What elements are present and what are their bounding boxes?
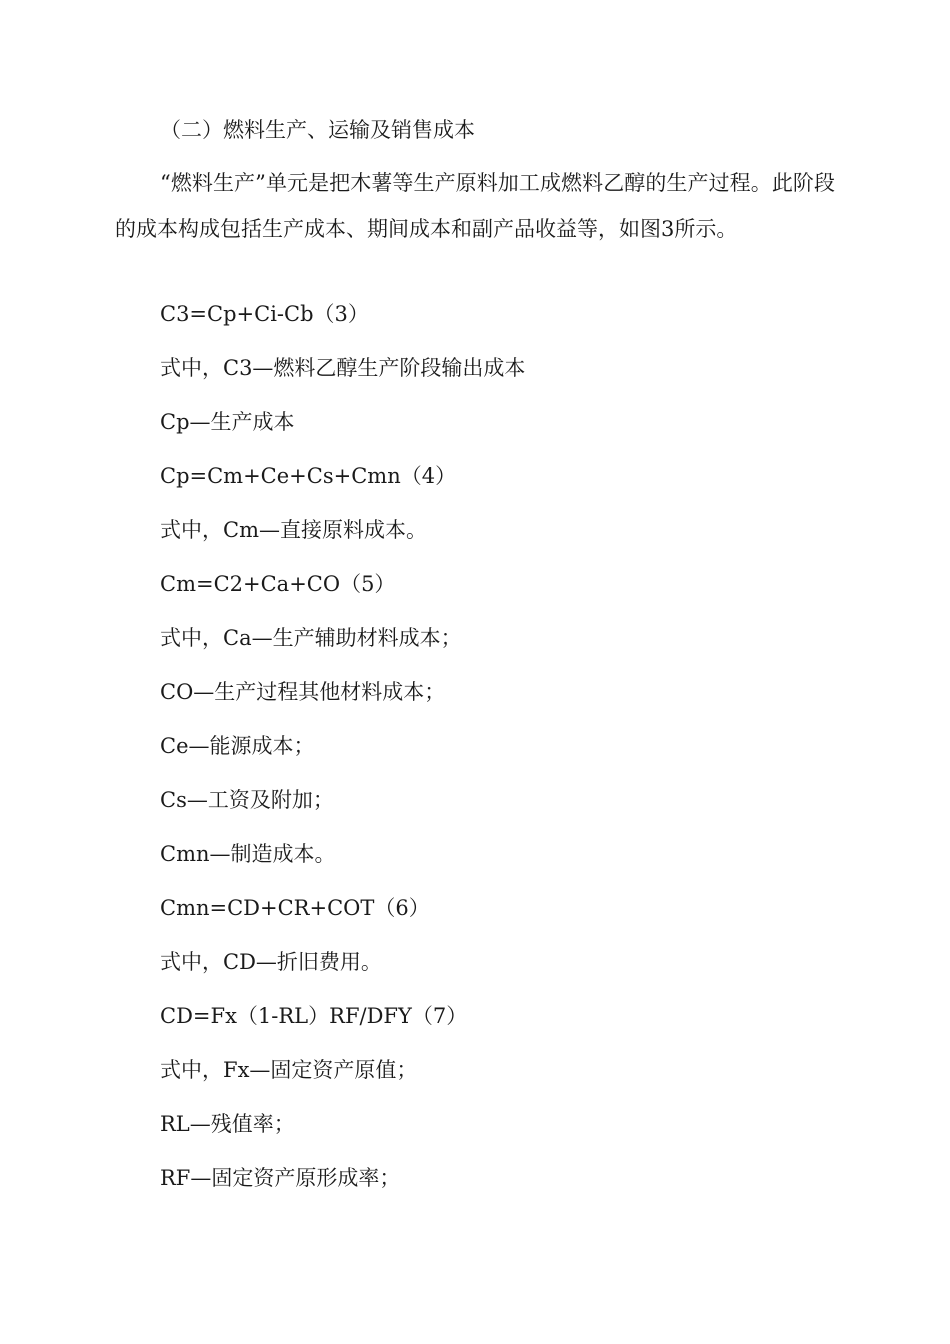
formula-7: CD=Fx（1-RL）RF/DFY（7） (160, 1004, 468, 1028)
definition-cmn: Cmn—制造成本。 (160, 842, 336, 866)
section-heading: （二）燃料生产、运输及销售成本 (160, 118, 475, 142)
definition-rl: RL—残值率； (160, 1112, 295, 1136)
definition-ca: 式中，Ca—生产辅助材料成本； (160, 626, 462, 650)
definition-fx: 式中，Fx—固定资产原值； (160, 1058, 418, 1082)
formula-3: C3=Cp+Ci-Cb（3） (160, 302, 369, 326)
definition-ce: Ce—能源成本； (160, 734, 315, 758)
definition-cd: 式中，CD—折旧费用。 (160, 950, 382, 974)
formula-4: Cp=Cm+Ce+Cs+Cmn（4） (160, 464, 457, 488)
definition-co: CO—生产过程其他材料成本； (160, 680, 446, 704)
definition-cs: Cs—工资及附加； (160, 788, 334, 812)
definition-cm: 式中，Cm—直接原料成本。 (160, 518, 427, 542)
formula-5: Cm=C2+Ca+CO（5） (160, 572, 396, 596)
definition-c3: 式中，C3—燃料乙醇生产阶段输出成本 (160, 356, 526, 380)
formula-6: Cmn=CD+CR+COT（6） (160, 896, 430, 920)
intro-paragraph: “燃料生产”单元是把木薯等生产原料加工成燃料乙醇的生产过程。此阶段的成本构成包括生产成本、期间成本和副产品收益等，如图3所示。 (115, 171, 835, 241)
definition-cp: Cp—生产成本 (160, 410, 295, 434)
definition-rf: RF—固定资产原形成率； (160, 1166, 401, 1190)
